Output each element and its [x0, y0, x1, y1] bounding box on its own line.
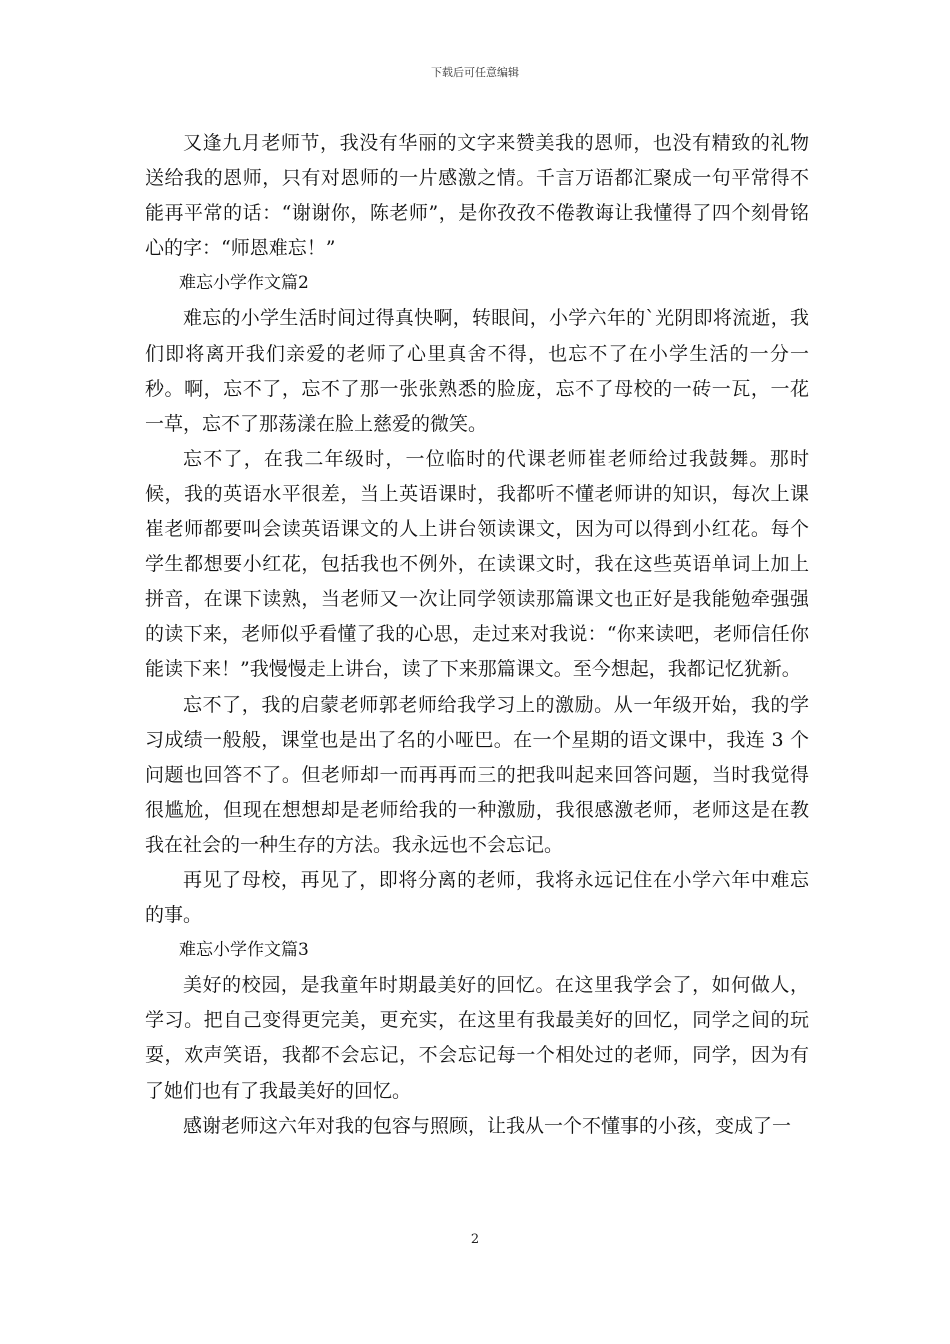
paragraph: 又逢九月老师节，我没有华丽的文字来赞美我的恩师，也没有精致的礼物送给我的恩师，只有对恩师的一片感激之情。千言万语都汇聚成一句平常得不能再平常的话：“谢谢你，陈老师”，是你孜孜不倦教诲让我懂得了四个刻骨铭心的字：“师恩难忘！” — [145, 132, 809, 260]
page-number: 2 — [470, 1232, 480, 1247]
paragraph: 难忘的小学生活时间过得真快啊，转眼间，小学六年的`光阴即将流逝，我们即将离开我们亲爱的老师了心里真舍不得，也忘不了在小学生活的一分一秒。啊，忘不了，忘不了那一张张熟悉的脸庞，忘不了母校的一砖一瓦，一花一草，忘不了那荡漾在脸上慈爱的微笑。 — [145, 307, 809, 435]
document-body — [145, 126, 809, 1144]
paragraph: 再见了母校，再见了，即将分离的老师，我将永远记住在小学六年中难忘的事。 — [145, 868, 809, 927]
paragraph: 美好的校园，是我童年时期最美好的回忆。在这里我学会了，如何做人，学习。把自己变得更完美，更充实，在这里有我最美好的回忆，同学之间的玩耍，欢声笑语，我都不会忘记，不会忘记每一个相处过的老师，同学，因为有了她们也有了我最美好的回忆。 — [145, 974, 809, 1102]
paragraph: 感谢老师这六年对我的包容与照顾，让我从一个不懂事的小孩，变成了一 — [183, 1114, 792, 1137]
page-header: 下载后可任意编辑 — [431, 66, 519, 79]
paragraph: 忘不了，我的启蒙老师郭老师给我学习上的激励。从一年级开始，我的学习成绩一般般，课堂也是出了名的小哑巴。在一个星期的语文课中，我连 3 个问题也回答不了。但老师却一而再再而三的把我叫起来回答问题，当时我觉得很尴尬，但现在想想却是老师给我的一种激励，我很感激老师，老师这是在教我在社会的一种生存的方法。我永远也不会忘记。 — [145, 693, 809, 856]
paragraph: 忘不了，在我二年级时，一位临时的代课老师崔老师给过我鼓舞。那时候，我的英语水平很差，当上英语课时，我都听不懂老师讲的知识，每次上课崔老师都要叫会读英语课文的人上讲台领读课文，因为可以得到小红花。每个学生都想要小红花，包括我也不例外，在读课文时，我在这些英语单词上加上拼音，在课下读熟，当老师又一次让同学领读那篇课文也正好是我能勉牵强强的读下来，老师似乎看懂了我的心思，走过来对我说：“你来读吧，老师信任你能读下来！”我慢慢走上讲台，读了下来那篇课文。至今想起，我都记忆犹新。 — [145, 447, 809, 681]
section-heading: 难忘小学作文篇3 — [179, 940, 309, 961]
section-heading: 难忘小学作文篇2 — [179, 273, 309, 294]
